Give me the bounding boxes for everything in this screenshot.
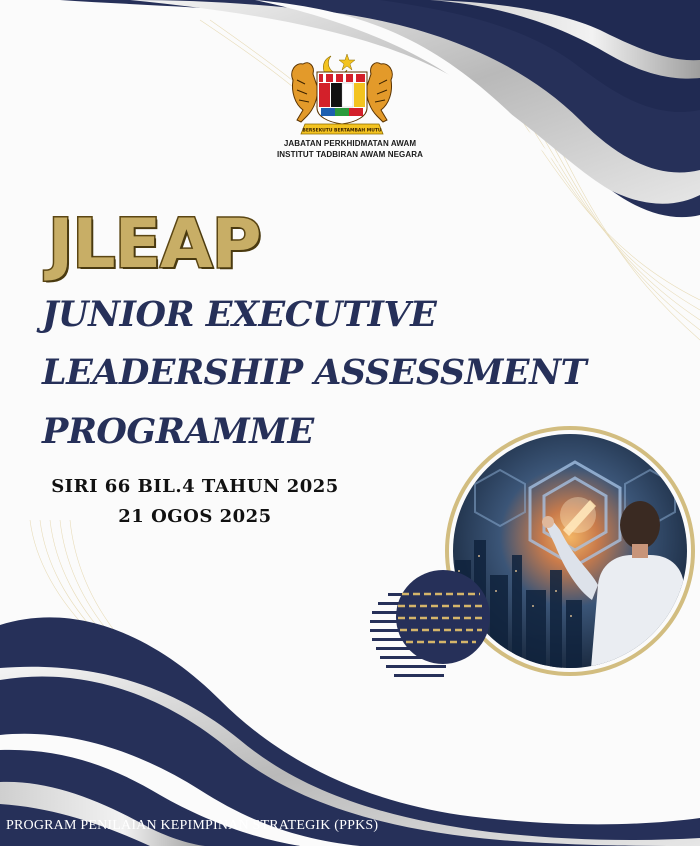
- malaysia-coat-of-arms-icon: [287, 50, 397, 140]
- agency-name-line1: JABATAN PERKHIDMATAN AWAM: [283, 139, 417, 148]
- svg-text:BERSEKUTU BERTAMBAH MUTU: BERSEKUTU BERTAMBAH MUTU: [302, 128, 382, 134]
- series-info: SIRI 66 BIL.4 TAHUN 2025: [51, 476, 339, 497]
- program-brand-title: JLEAP: [48, 205, 261, 284]
- footer-program-name: PROGRAM PENILAIAN KEPIMPINAN STRATEGIK (PPKS): [6, 818, 379, 833]
- agency-name-line2: INSTITUT TADBIRAN AWAM NEGARA: [276, 150, 423, 159]
- program-title-line2: LEADERSHIP ASSESSMENT: [42, 352, 587, 393]
- event-date: 21 OGOS 2025: [118, 506, 272, 527]
- program-title-line3: PROGRAMME: [42, 411, 314, 452]
- program-title-line1: JUNIOR EXECUTIVE: [42, 294, 437, 335]
